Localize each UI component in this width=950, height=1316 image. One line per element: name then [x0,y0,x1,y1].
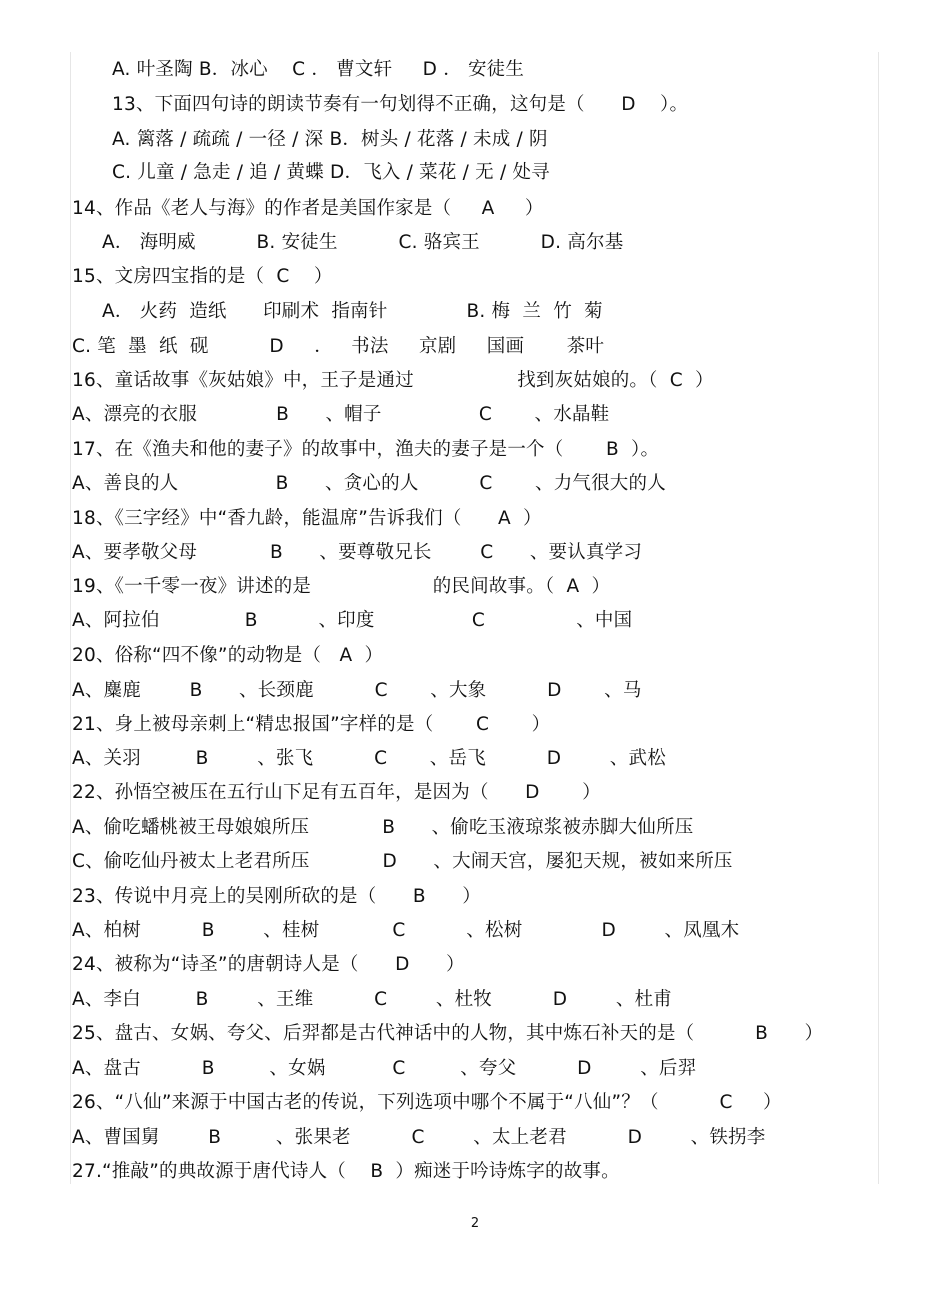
q18-options: A、要孝敬父母 B 、要尊敬兄长 C 、要认真学习 [72,542,643,563]
q24-options: A、李白 B 、王维 C 、杜牧 D 、杜甫 [72,989,672,1010]
q22-question: 22、孙悟空被压在五行山下足有五百年，是因为（ D ） [72,782,601,803]
q15-question: 15、文房四宝指的是（ C ） [72,266,333,287]
q15-options-ab: A． 火药 造纸 印刷术 指南针 B. 梅 兰 竹 菊 [102,301,603,322]
q21-options: A、关羽 B 、张飞 C 、岳飞 D 、武松 [72,748,666,769]
q26-options: A、曹国舅 B 、张果老 C 、太上老君 D 、铁拐李 [72,1127,766,1148]
q17-question: 17、在《渔夫和他的妻子》的故事中，渔夫的妻子是一个（ B ）。 [72,439,660,460]
q17-options: A、善良的人 B 、贪心的人 C 、力气很大的人 [72,473,666,494]
q19-options: A、阿拉伯 B 、印度 C 、中国 [72,610,633,631]
q13-options-cd: C. 儿童 / 急走 / 追 / 黄蝶 D．飞入 / 菜花 / 无 / 处寻 [112,162,550,183]
q27-question: 27.“推敲”的典故源于唐代诗人（ B ）痴迷于吟诗炼字的故事。 [72,1161,620,1182]
q13-options-ab: A. 篱落 / 疏疏 / 一径 / 深 B．树头 / 花落 / 未成 / 阴 [112,129,548,150]
q25-question: 25、盘古、女娲、夸父、后羿都是古代神话中的人物，其中炼石补天的是（ B ） [72,1023,824,1044]
q22-options-ab: A、偷吃蟠桃被王母娘娘所压 B 、偷吃玉液琼浆被赤脚大仙所压 [72,817,694,838]
q15-options-cd: C. 笔 墨 纸 砚 D ． 书法 京剧 国画 茶叶 [72,336,605,357]
q22-options-cd: C、偷吃仙丹被太上老君所压 D 、大闹天宫，屡犯天规，被如来所压 [72,851,733,872]
q20-options: A、麋鹿 B 、长颈鹿 C 、大象 D 、马 [72,680,642,701]
q16-options: A、漂亮的衣服 B 、帽子 C 、水晶鞋 [72,404,610,425]
left-margin-line [70,52,71,1184]
q19-question: 19、《一千零一夜》讲述的是 的民间故事。（ A ） [72,576,611,597]
q24-question: 24、被称为“诗圣”的唐朝诗人是（ D ） [72,954,465,975]
q25-options: A、盘古 B 、女娲 C 、夸父 D 、后羿 [72,1058,697,1079]
right-margin-line [878,52,879,1184]
q14-options: A． 海明威 B. 安徒生 C. 骆宾王 D. 高尔基 [102,232,624,253]
q16-question: 16、童话故事《灰姑娘》中，王子是通过 找到灰姑娘的。（ C ） [72,370,714,391]
q26-question: 26、“八仙”来源于中国古老的传说，下列选项中哪个不属于“八仙”？（ C ） [72,1092,782,1113]
q23-options: A、柏树 B 、桂树 C 、松树 D 、凤凰木 [72,920,740,941]
q18-question: 18、《三字经》中“香九龄，能温席”告诉我们（ A ） [72,508,542,529]
q13-question: 13、下面四句诗的朗读节奏有一句划得不正确，这句是（ D ）。 [112,94,689,115]
q12-options: A. 叶圣陶 B．冰心 C ． 曹文轩 D ． 安徒生 [112,59,525,80]
q23-question: 23、传说中月亮上的吴刚所砍的是（ B ） [72,886,482,907]
page-number: 2 [470,1216,480,1231]
q21-question: 21、身上被母亲刺上“精忠报国”字样的是（ C ） [72,714,551,735]
q14-question: 14、作品《老人与海》的作者是美国作家是（ A ） [72,198,544,219]
q20-question: 20、俗称“四不像”的动物是（ A ） [72,645,384,666]
